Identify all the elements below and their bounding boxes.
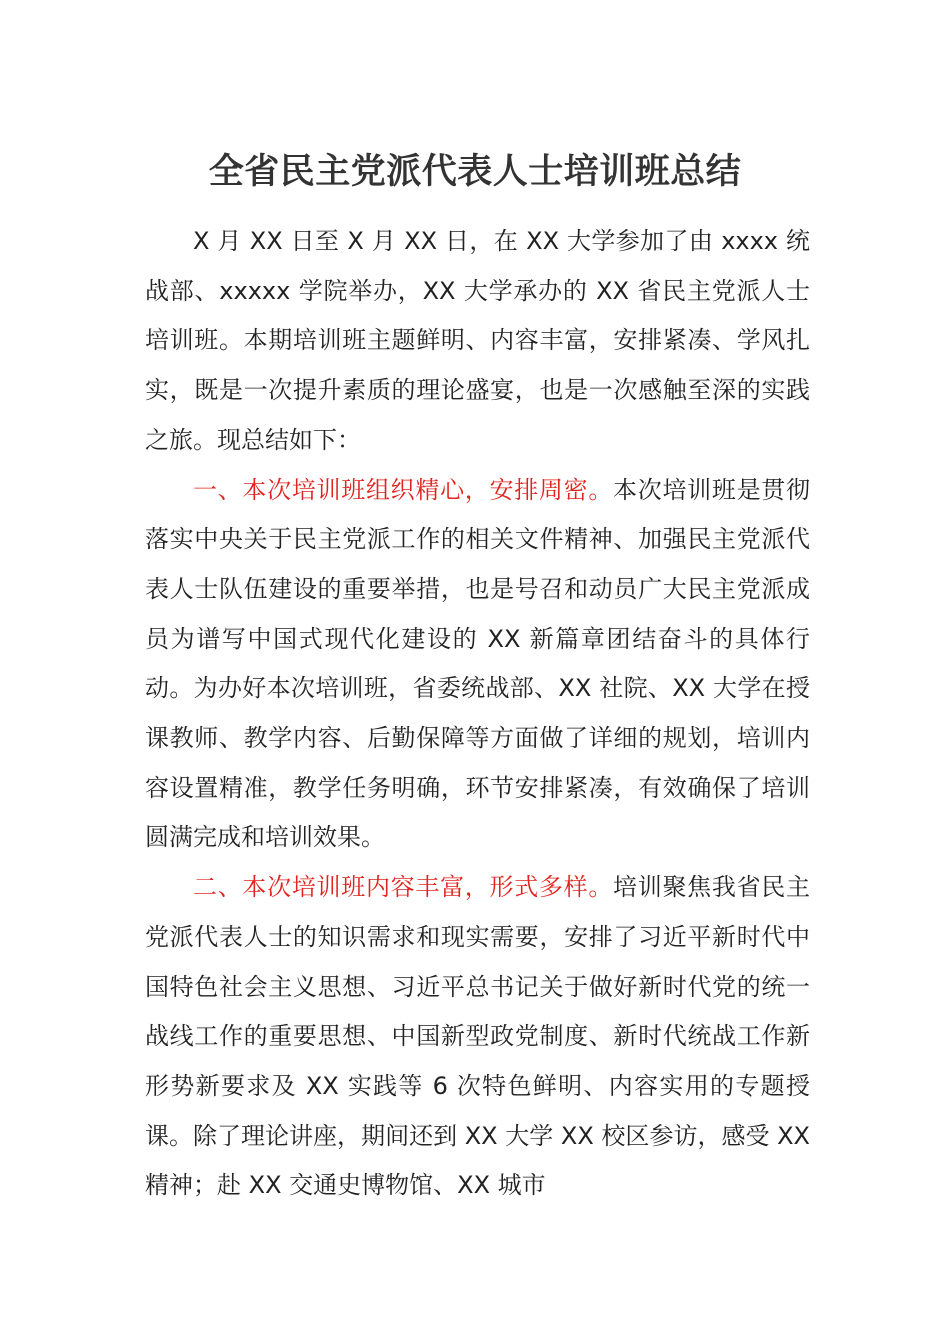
paragraph-intro bbox=[145, 217, 810, 466]
paragraph-section-two bbox=[145, 863, 810, 1211]
section-two-heading: 二、本次培训班内容丰富，形式多样。 bbox=[193, 873, 614, 902]
section-one-text: 本次培训班是贯彻落实中央关于民主党派工作的相关文件精神、加强民主党派代表人士队伍建设的重要举措，也是号召和动员广大民主党派成员为谱写中国式现代化建设的 XX 新篇章团结奋斗的具体行动。为办好本次培训班，省委统战部、XX 社院、XX 大学在授课教师、教学内容、后勤保障等方面做了详细的规划，培训内容设置精准，教学任务明确，环节安排紧凑，有效确保了培训圆满完成和培训效果。 bbox=[145, 475, 811, 852]
document-title: 全省民主党派代表人士培训班总结 bbox=[208, 152, 742, 192]
section-one-heading: 一、本次培训班组织精心，安排周密。 bbox=[193, 475, 614, 504]
section-two-text: 培训聚焦我省民主党派代表人士的知识需求和现实需要，安排了习近平新时代中国特色社会主义思想、习近平总书记关于做好新时代党的统一战线工作的重要思想、中国新型政党制度、新时代统战工作新形势新要求及 XX 实践等 6 次特色鲜明、内容实用的专题授课。除了理论讲座，期间还到 XX 大学 XX 校区参访，感受 XX 精神；赴 XX 交通史博物馆、XX 城市 bbox=[145, 873, 811, 1200]
paragraph-intro-text: X 月 XX 日至 X 月 XX 日，在 XX 大学参加了由 xxxx 统战部、xxxxx 学院举办，XX 大学承办的 XX 省民主党派人士培训班。本期培训班主题鲜明、内容丰富，安排紧凑、学风扎实，既是一次提升素质的理论盛宴，也是一次感触至深的实践之旅。现总结如下： bbox=[145, 227, 810, 454]
document-body bbox=[145, 217, 810, 1211]
paragraph-section-one bbox=[145, 466, 810, 864]
